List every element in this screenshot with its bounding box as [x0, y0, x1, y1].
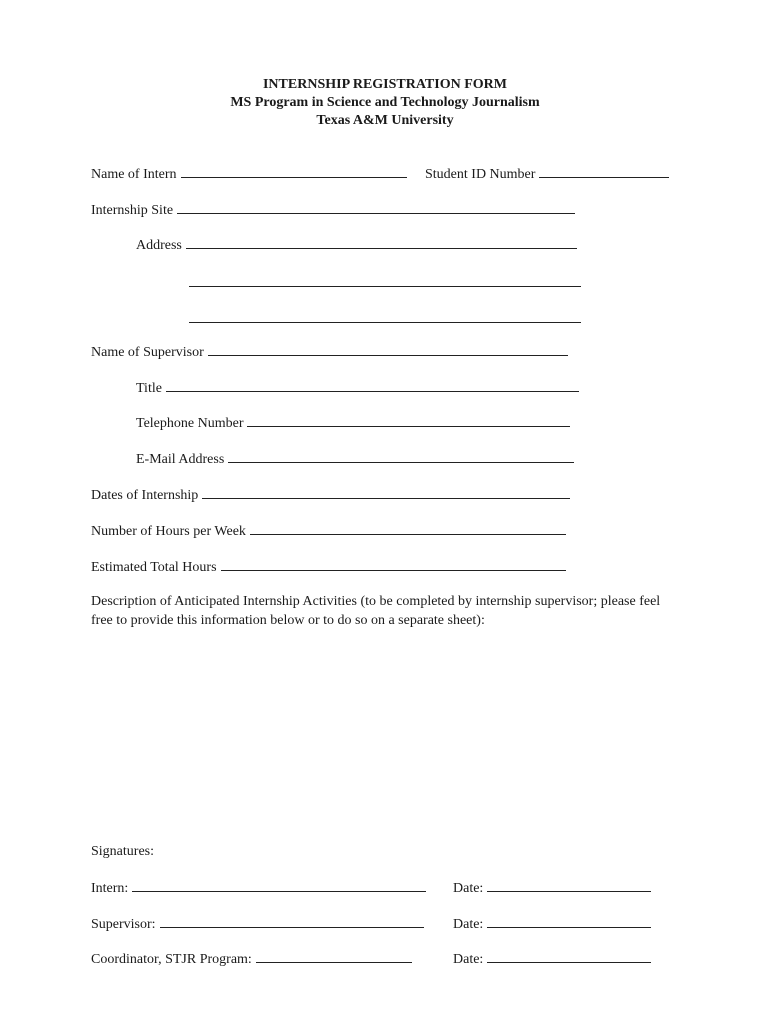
intern-date-label: Date:	[453, 881, 484, 896]
activities-area[interactable]	[91, 640, 681, 830]
dates-row	[91, 486, 570, 505]
email-label: E-Mail Address	[136, 452, 225, 467]
intern-signature-row	[91, 879, 426, 898]
activities-description: Description of Anticipated Internship Activities (to be completed by internship supervisor; please feel free to provide this information below or to do so on a separate sheet):	[91, 594, 661, 628]
title-row	[136, 379, 579, 398]
coordinator-date-field[interactable]	[487, 950, 651, 963]
coordinator-signature-row	[91, 950, 412, 969]
intern-name-field[interactable]	[181, 165, 407, 178]
intern-date-row	[453, 879, 651, 898]
form-title: INTERNSHIP REGISTRATION FORM	[262, 77, 507, 92]
student-id-field[interactable]	[539, 165, 669, 178]
intern-date-field[interactable]	[487, 879, 651, 892]
supervisor-signature-row	[91, 915, 424, 934]
telephone-label: Telephone Number	[136, 416, 244, 431]
email-row	[136, 450, 574, 469]
telephone-row	[136, 414, 570, 433]
address-label: Address	[136, 238, 182, 253]
internship-site-row	[91, 201, 575, 220]
title-label: Title	[136, 381, 162, 396]
supervisor-date-field[interactable]	[487, 915, 651, 928]
program-name: MS Program in Science and Technology Journalism	[230, 95, 540, 110]
student-id-row	[425, 165, 669, 184]
supervisor-name-label: Name of Supervisor	[91, 345, 204, 360]
hours-per-week-row	[91, 522, 566, 541]
address-row	[136, 236, 577, 255]
dates-label: Dates of Internship	[91, 488, 199, 503]
coordinator-signature-label: Coordinator, STJR Program:	[91, 952, 252, 967]
total-hours-row	[91, 558, 566, 577]
internship-site-label: Internship Site	[91, 203, 174, 218]
supervisor-date-label: Date:	[453, 917, 484, 932]
intern-signature-field[interactable]	[132, 879, 426, 892]
address-field-3[interactable]	[189, 322, 581, 323]
coordinator-date-row	[453, 950, 651, 969]
student-id-label: Student ID Number	[425, 167, 536, 182]
coordinator-date-label: Date:	[453, 952, 484, 967]
total-hours-label: Estimated Total Hours	[91, 560, 217, 575]
supervisor-signature-field[interactable]	[160, 915, 424, 928]
internship-site-field[interactable]	[177, 201, 575, 214]
intern-name-label: Name of Intern	[91, 167, 177, 182]
coordinator-signature-field[interactable]	[256, 950, 412, 963]
university-name: Texas A&M University	[316, 113, 454, 128]
email-field[interactable]	[228, 450, 574, 463]
address-field-1[interactable]	[186, 236, 577, 249]
telephone-field[interactable]	[247, 414, 570, 427]
hours-per-week-label: Number of Hours per Week	[91, 524, 246, 539]
intern-name-row	[91, 165, 407, 184]
supervisor-date-row	[453, 915, 651, 934]
signatures-heading: Signatures:	[91, 844, 154, 859]
dates-field[interactable]	[202, 486, 570, 499]
intern-signature-label: Intern:	[91, 881, 129, 896]
total-hours-field[interactable]	[221, 558, 566, 571]
supervisor-name-field[interactable]	[208, 343, 568, 356]
title-field[interactable]	[166, 379, 579, 392]
supervisor-name-row	[91, 343, 568, 362]
supervisor-signature-label: Supervisor:	[91, 917, 156, 932]
address-field-2[interactable]	[189, 286, 581, 287]
hours-per-week-field[interactable]	[250, 522, 566, 535]
